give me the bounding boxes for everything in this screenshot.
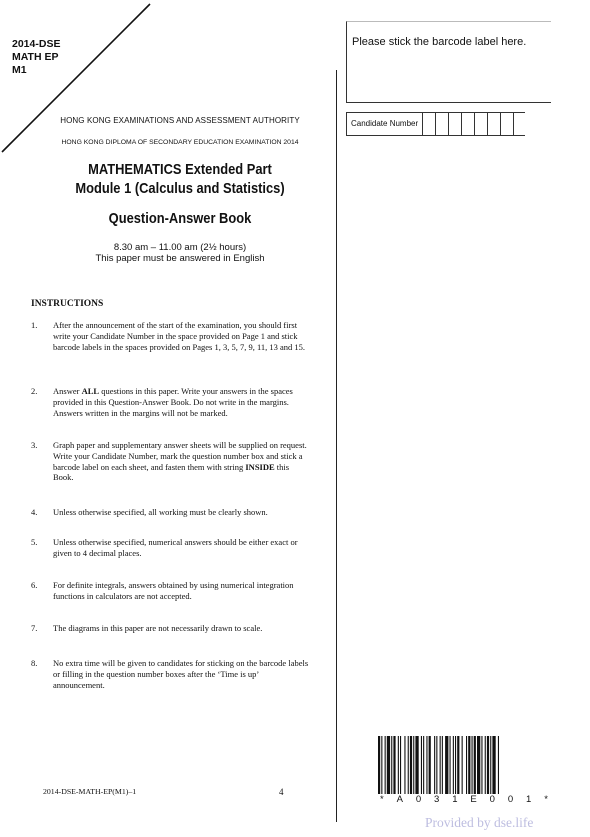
barcode-bar — [440, 736, 441, 794]
barcode-char: 3 — [434, 794, 440, 805]
barcode-bar — [487, 736, 489, 794]
barcode-bar — [455, 736, 456, 794]
instruction-text-part: Graph paper and supplementary answer sheets will be supplied on request. Write your Candidate Number, mark the question number box and stick a barcode label on each sheet, and fasten them with string — [53, 440, 307, 472]
instruction-item-1 — [31, 320, 309, 352]
instruction-text: After the announcement of the start of the examination, you should first write your Candidate Number in the space provided on Page 1 and stick barcode labels in the spaces provided on Pages 1, 3, 5, 7, 9, 11, 13 and 15. — [53, 320, 306, 352]
barcode-char: * — [380, 794, 384, 805]
instruction-item-4 — [31, 507, 309, 518]
corner-code-line-1: 2014-DSE — [12, 38, 61, 50]
barcode-bar — [429, 736, 431, 794]
barcode-char: E — [470, 794, 477, 805]
candidate-number-box[interactable] — [488, 112, 501, 136]
barcode-bar — [450, 736, 451, 794]
instruction-text-part: questions in this paper. Write your answers in the spaces provided in this Question-Answer Book. Do not write in the margins. Answers written in the margins will not be marked. — [53, 386, 293, 418]
footer-paper-code: 2014-DSE-MATH-EP(M1)–1 — [43, 787, 137, 796]
barcode-bar — [442, 736, 443, 794]
instruction-text: No extra time will be given to candidates for sticking on the barcode labels or filling in the question number boxes after the ‘Time is up’ announcement. — [53, 658, 309, 690]
barcode-bar — [498, 736, 499, 794]
barcode-bar — [468, 736, 470, 794]
instruction-number: 4. — [31, 507, 38, 517]
module-title: Module 1 (Calculus and Statistics) — [75, 180, 285, 197]
instruction-number: 1. — [31, 320, 38, 330]
barcode-bar — [457, 736, 459, 794]
candidate-number-box[interactable] — [475, 112, 488, 136]
barcode-bar — [410, 736, 412, 794]
instruction-text — [53, 386, 309, 418]
barcode-bar — [426, 736, 427, 794]
instruction-text: The diagrams in this paper are not necessarily drawn to scale. — [53, 623, 263, 633]
barcode-bar — [466, 736, 467, 794]
barcode-char: 0 — [507, 794, 514, 805]
instruction-number: 7. — [31, 623, 38, 633]
instruction-item-7 — [31, 623, 309, 634]
barcode-bar — [387, 736, 390, 794]
candidate-number-box[interactable] — [436, 112, 449, 136]
barcode-bar — [434, 736, 435, 794]
paper-title: MATHEMATICS Extended Part — [88, 161, 272, 178]
candidate-number-box[interactable] — [449, 112, 462, 136]
instruction-text-bold: INSIDE — [245, 461, 275, 472]
barcode-label-instruction: Please stick the barcode label here. — [352, 36, 527, 48]
instruction-text-bold: ALL — [81, 386, 100, 396]
instruction-text: Unless otherwise specified, numerical answers should be either exact or given to 4 decimal places. — [53, 537, 298, 558]
barcode-bar — [423, 736, 424, 794]
candidate-number-box[interactable] — [462, 112, 475, 136]
barcode-char: A — [396, 794, 403, 805]
barcode-bar — [398, 736, 399, 794]
instruction-text — [53, 440, 309, 483]
instruction-number: 3. — [31, 440, 38, 450]
instruction-number: 2. — [31, 386, 38, 396]
barcode-bar — [485, 736, 486, 794]
candidate-number-box[interactable] — [423, 112, 436, 136]
book-title: Question-Answer Book — [108, 210, 252, 227]
barcode-char: 0 — [415, 794, 422, 805]
corner-code-line-3: M1 — [12, 64, 27, 76]
barcode-bar — [492, 736, 495, 794]
corner-paper-code — [12, 38, 60, 77]
instruction-number: 6. — [31, 580, 38, 590]
barcode-char: 0 — [489, 794, 495, 805]
instruction-item-2 — [31, 386, 309, 418]
barcode-bar — [436, 736, 437, 794]
instructions-heading: INSTRUCTIONS — [31, 299, 104, 309]
instruction-item-5 — [31, 537, 309, 559]
barcode-characters — [380, 794, 548, 805]
authority-name: HONG KONG EXAMINATIONS AND ASSESSMENT AUTHORITY — [60, 116, 300, 125]
barcode-bar — [477, 736, 480, 794]
barcode-bar — [378, 736, 380, 794]
barcode-bar — [400, 736, 401, 794]
instruction-item-3 — [31, 440, 309, 483]
barcode-bar — [421, 736, 422, 794]
corner-code-line-2: MATH EP — [12, 51, 59, 63]
barcode-bar — [453, 736, 454, 794]
barcode-char: * — [544, 794, 548, 805]
candidate-number-row — [346, 112, 525, 136]
barcode-image — [378, 736, 548, 794]
barcode-char: 1 — [452, 794, 458, 805]
provided-by-watermark: Provided by dse.life — [425, 815, 534, 830]
candidate-number-box[interactable] — [501, 112, 514, 136]
barcode-bar — [385, 736, 386, 794]
barcode-bar — [381, 736, 382, 794]
barcode-bar — [472, 736, 473, 794]
page-number: 4 — [279, 787, 284, 797]
instruction-number: 8. — [31, 658, 38, 668]
barcode-bar — [413, 736, 414, 794]
barcode-bar — [408, 736, 409, 794]
barcode-bar — [445, 736, 448, 794]
page-divider — [336, 70, 337, 822]
candidate-number-label: Candidate Number — [346, 112, 423, 136]
instruction-text-part: this Book. — [53, 461, 290, 483]
barcode-char: 1 — [526, 794, 532, 805]
instruction-text: For definite integrals, answers obtained by using numerical integration functions in calculators are not accepted. — [53, 580, 294, 601]
instruction-text-part: Answer — [53, 386, 82, 396]
candidate-number-box[interactable] — [514, 112, 525, 136]
instruction-text: Unless otherwise specified, all working must be clearly shown. — [53, 507, 268, 517]
instruction-number: 5. — [31, 537, 38, 547]
diploma-name: HONG KONG DIPLOMA OF SECONDARY EDUCATION EXAMINATION 2014 — [61, 139, 299, 146]
barcode-bar — [462, 736, 463, 794]
instruction-item-6 — [31, 580, 309, 602]
exam-time: 8.30 am – 11.00 am (2½ hours) — [113, 242, 247, 253]
barcode-bar — [474, 736, 476, 794]
barcode-bar — [481, 736, 482, 794]
barcode-bar — [393, 736, 395, 794]
barcode-bar — [404, 736, 405, 794]
barcode-label-box — [346, 21, 551, 103]
corner-diagonal-line — [0, 0, 160, 160]
barcode-bar — [391, 736, 392, 794]
barcode-bar — [490, 736, 491, 794]
language-note: This paper must be answered in English — [95, 253, 265, 264]
barcode-bar — [415, 736, 418, 794]
instruction-item-8 — [31, 658, 309, 690]
